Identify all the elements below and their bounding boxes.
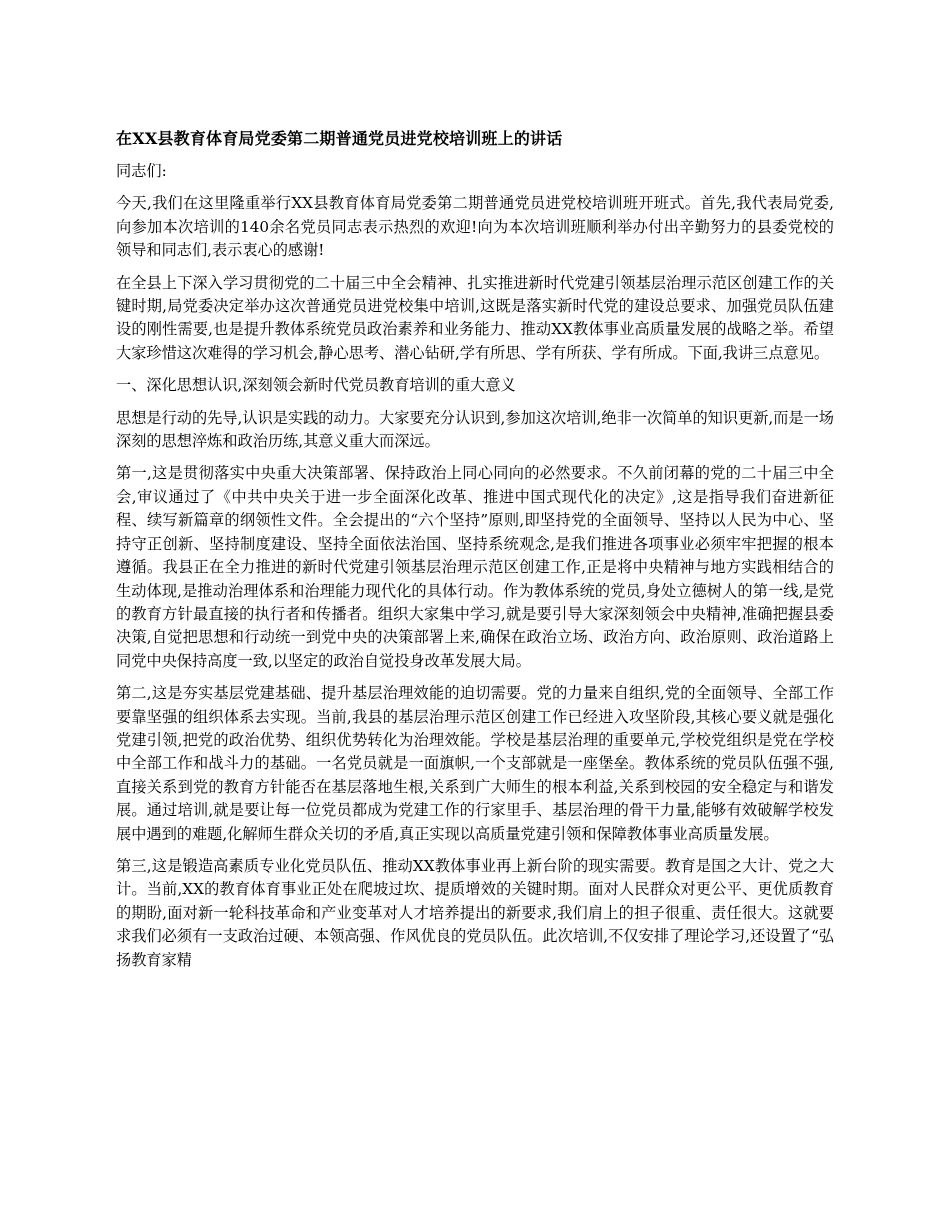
opening-paragraph: 今天,我们在这里隆重举行XX县教育体育局党委第二期普通党员进党校培训班开班式。首先,我代表局党委,向参加本次培训的140余名党员同志表示热烈的欢迎!向为本次培训班顺利举办付出辛勤努力的县委党校的领导和同志们,表示衷心的感谢! — [116, 194, 834, 260]
body-paragraph: 思想是行动的先导,认识是实践的动力。大家要充分认识到,参加这次培训,绝非一次简单的知识更新,而是一场深刻的思想淬炼和政治历练,其意义重大而深远。 — [116, 408, 834, 451]
document-page — [116, 124, 834, 981]
body-paragraph-third-point: 第三,这是锻造高素质专业化党员队伍、推动XX教体事业再上新台阶的现实需要。教育是国之大计、党之大计。当前,XX的教育体育事业正处在爬坡过坎、提质增效的关键时期。面对人民群众对更公平、更优质教育的期盼,面对新一轮科技革命和产业变革对人才培养提出的新要求,我们肩上的担子很重、责任很大。这就要求我们必须有一支政治过硬、本领高强、作风优良的党员队伍。此次培训,不仅安排了理论学习,还设置了“弘扬教育家精 — [116, 856, 834, 969]
section-heading-1: 一、深化思想认识,深刻领会新时代党员教育培训的重大意义 — [116, 376, 516, 395]
background-paragraph: 在全县上下深入学习贯彻党的二十届三中全会精神、扎实推进新时代党建引领基层治理示范区创建工作的关键时期,局党委决定举办这次普通党员进党校集中培训,这既是落实新时代党的建设总要求、加强党员队伍建设的刚性需要,也是提升教体系统党员政治素养和业务能力、推动XX教体事业高质量发展的战略之举。希望大家珍惜这次难得的学习机会,静心思考、潜心钻研,学有所思、学有所获、学有所成。下面,我讲三点意见。 — [116, 273, 834, 362]
body-paragraph-second-point: 第二,这是夯实基层党建基础、提升基层治理效能的迫切需要。党的力量来自组织,党的全面领导、全部工作要靠坚强的组织体系去实现。当前,我县的基层治理示范区创建工作已经进入攻坚阶段,其核心要义就是强化党建引领,把党的政治优势、组织优势转化为治理效能。学校是基层治理的重要单元,学校党组织是党在学校中全部工作和战斗力的基础。一名党员就是一面旗帜,一个支部就是一座堡垒。教体系统的党员队伍强不强,直接关系到党的教育方针能否在基层落地生根,关系到广大师生的根本利益,关系到校园的安全稳定与和谐发展。通过培训,就是要让每一位党员都成为党建工作的行家里手、基层治理的骨干力量,能够有效破解学校发展中遇到的难题,化解师生群众关切的矛盾,真正实现以高质量党建引领和保障教体事业高质量发展。 — [116, 684, 834, 843]
body-paragraph-first-point: 第一,这是贯彻落实中央重大决策部署、保持政治上同心同向的必然要求。不久前闭幕的党的二十届三中全会,审议通过了《中共中央关于进一步全面深化改革、推进中国式现代化的决定》,这是指导我们奋进新征程、续写新篇章的纲领性文件。全会提出的“六个坚持”原则,即坚持党的全面领导、坚持以人民为中心、坚持守正创新、坚持制度建设、坚持全面依法治国、坚持系统观念,是我们推进各项事业必须牢牢把握的根本遵循。我县正在全力推进的新时代党建引领基层治理示范区创建工作,正是将中央精神与地方实践相结合的生动体现,是推动治理体系和治理能力现代化的具体行动。作为教体系统的党员,身处立德树人的第一线,是党的教育方针最直接的执行者和传播者。组织大家集中学习,就是要引导大家深刻领会中央精神,准确把握县委决策,自觉把思想和行动统一到党中央的决策部署上来,确保在政治立场、政治方向、政治原则、政治道路上同党中央保持高度一致,以坚定的政治自觉投身改革发展大局。 — [116, 464, 834, 670]
document-title: 在XX县教育体育局党委第二期普通党员进党校培训班上的讲话 — [116, 129, 563, 148]
greeting-paragraph: 同志们: — [116, 162, 167, 180]
